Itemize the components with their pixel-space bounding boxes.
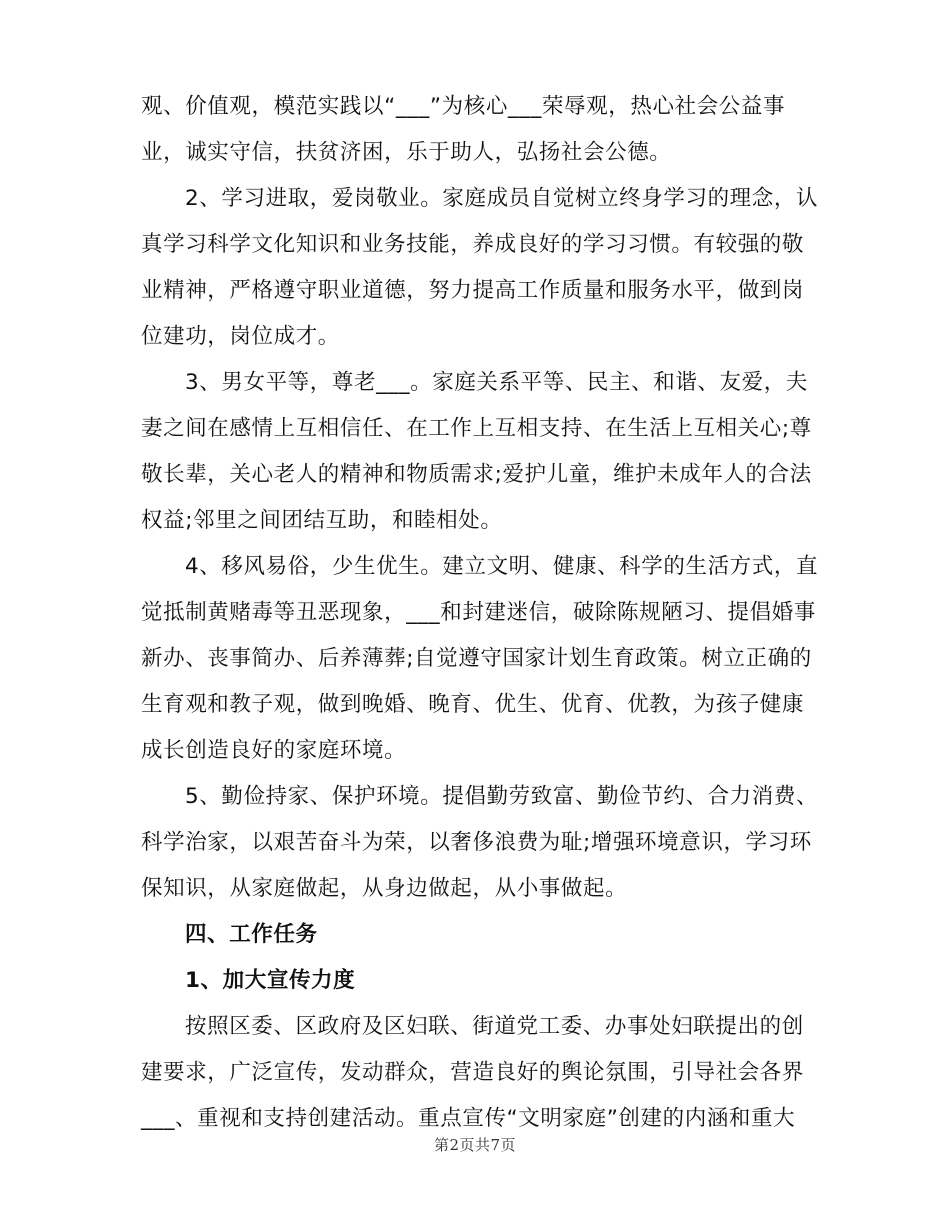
text-line: 觉抵制黄赌毒等丑恶现象，___和封建迷信，破除陈规陋习、提倡婚事 [141, 600, 816, 625]
text-line: 观、价值观，模范实践以“___”为核心___荣辱观，热心社会公益事 [141, 94, 786, 119]
text-line: 位建功，岗位成才。 [141, 324, 340, 349]
text-line: 真学习科学文化知识和业务技能，养成良好的学习习惯。有较强的敬 [141, 232, 805, 257]
text-line: 敬长辈，关心老人的精神和物质需求;爱护儿童，维护未成年人的合法 [141, 462, 812, 487]
paragraph-item-4-line: 4、移风易俗，少生优生。建立文明、健康、科学的生活方式，直 [185, 554, 819, 579]
text-line: 权益;邻里之间团结互助，和睦相处。 [141, 508, 503, 533]
text-line: 成长创造良好的家庭环境。 [141, 738, 407, 763]
paragraph-line: 按照区委、区政府及区妇联、街道党工委、办事处妇联提出的创 [185, 1014, 804, 1039]
text-line: 业精神，严格遵守职业道德，努力提高工作质量和服务水平，做到岗 [141, 278, 805, 303]
text-line: 保知识，从家庭做起，从身边做起，从小事做起。 [141, 876, 628, 901]
text-line: ___、重视和支持创建活动。重点宣传“文明家庭”创建的内涵和重大 [141, 1106, 796, 1131]
text-line: 业，诚实守信，扶贫济困，乐于助人，弘扬社会公德。 [141, 140, 672, 165]
document-body [141, 84, 819, 1142]
text-line: 生育观和教子观，做到晚婚、晚育、优生、优育、优教，为孩子健康 [141, 692, 805, 717]
paragraph-item-2-line: 2、学习进取，爱岗敬业。家庭成员自觉树立终身学习的理念，认 [185, 186, 819, 211]
text-line: 建要求，广泛宣传，发动群众，营造良好的舆论氛围，引导社会各界 [141, 1060, 805, 1085]
text-line: 新办、丧事简办、后养薄葬;自觉遵守国家计划生育政策。树立正确的 [141, 646, 812, 671]
subsection-heading: 1、加大宣传力度 [185, 968, 356, 993]
section-heading: 四、工作任务 [185, 922, 318, 947]
page-number-footer: 第2页共7页 [433, 1136, 517, 1154]
text-line: 科学治家，以艰苦奋斗为荣，以奢侈浪费为耻;增强环境意识，学习环 [141, 830, 812, 855]
paragraph-item-3-line: 3、男女平等，尊老___。家庭关系平等、民主、和谐、友爱，夫 [185, 370, 808, 395]
text-line: 妻之间在感情上互相信任、在工作上互相支持、在生活上互相关心;尊 [141, 416, 812, 441]
paragraph-item-5-line: 5、勤俭持家、保护环境。提倡勤劳致富、勤俭节约、合力消费、 [185, 784, 819, 809]
